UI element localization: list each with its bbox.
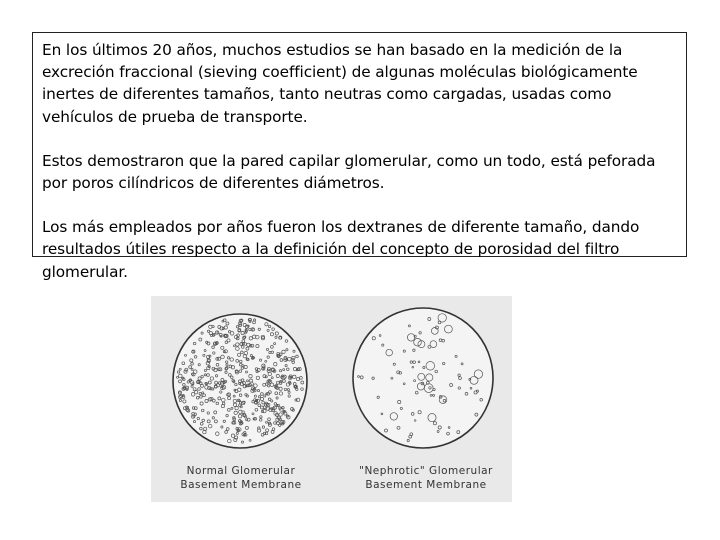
nephrotic-membrane-circle bbox=[353, 308, 493, 448]
normal-membrane-circle bbox=[173, 314, 307, 448]
normal-caption bbox=[161, 464, 321, 492]
normal-caption-line2: Basement Membrane bbox=[180, 479, 302, 491]
paragraph-2: Estos demostraron que la pared capilar glomerular, como un todo, está peforada por poros cilíndricos de diferentes diámetros. bbox=[42, 151, 656, 193]
normal-caption-line1: Normal Glomerular bbox=[186, 465, 296, 477]
paragraph-1: En los últimos 20 años, muchos estudios se han basado en la medición de la excreción fraccional (sieving coefficient) de algunas moléculas biológicamente inertes de diferentes tamaños, tanto neutras como cargadas, usadas como vehículos de prueba de transporte. bbox=[42, 41, 638, 126]
nephrotic-caption bbox=[341, 464, 511, 492]
paragraph-3: Los más empleados por años fueron los dextranes de diferente tamaño, dando resultados útiles respecto a la definición del concepto de porosidad del filtro glomerular. bbox=[42, 218, 640, 281]
membrane-figure bbox=[151, 296, 512, 502]
text-box bbox=[32, 32, 687, 281]
nephrotic-caption-line2: Basement Membrane bbox=[365, 479, 487, 491]
nephrotic-caption-line1: "Nephrotic" Glomerular bbox=[359, 465, 493, 477]
